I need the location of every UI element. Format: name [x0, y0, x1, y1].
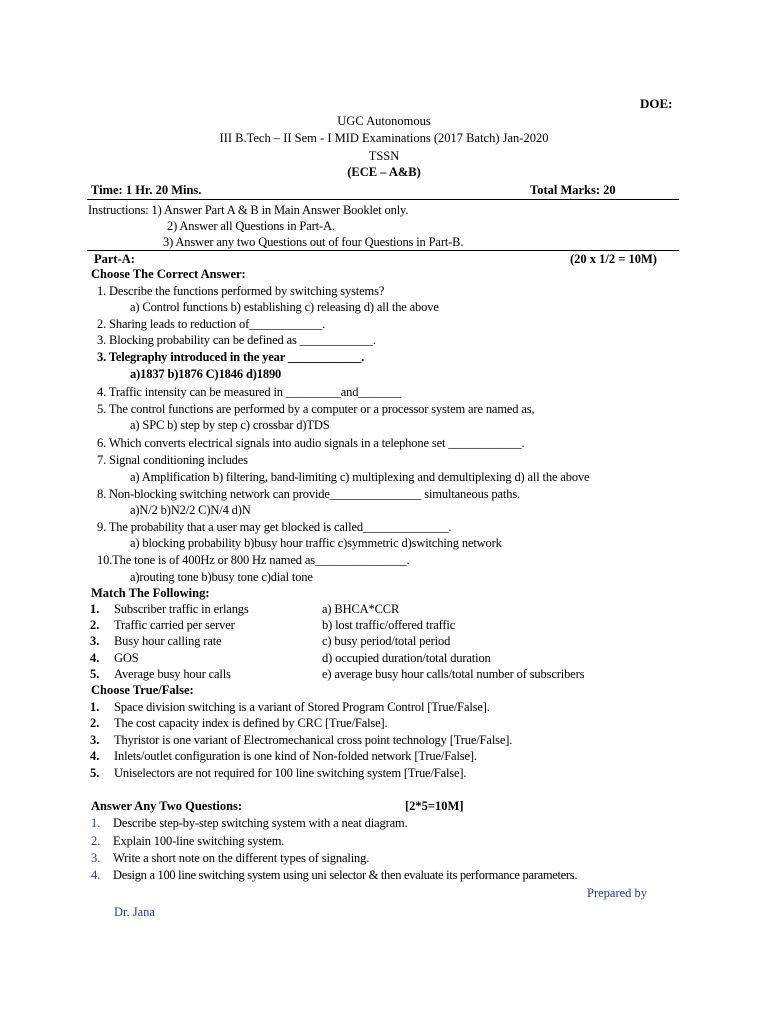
match-heading: Match The Following: — [91, 586, 210, 600]
question-line: a)routing tone b)busy tone c)dial tone — [130, 570, 313, 584]
tf-num: 3. — [90, 733, 100, 747]
author-name: Dr. Jana — [114, 905, 155, 919]
tf-num: 2. — [90, 716, 100, 730]
question-line: 10.The tone is of 400Hz or 800 Hz named as_______________. — [97, 553, 410, 567]
question-line: a) Control functions b) establishing c) releasing d) all the above — [130, 300, 439, 314]
time-label: Time: 1 Hr. 20 Mins. — [91, 183, 202, 197]
part-b-heading: Answer Any Two Questions: — [91, 799, 243, 813]
match-right: b) lost traffic/offered traffic — [322, 618, 456, 632]
question-line: 5. The control functions are performed by a computer or a processor system are named as, — [97, 402, 535, 416]
part-b-question: Design a 100 line switching system using uni selector & then evaluate its performance parameters. — [113, 868, 578, 882]
question-line: 3. Telegraphy introduced in the year ____________. — [97, 350, 365, 364]
header-rule — [87, 199, 679, 200]
part-b-question: Explain 100-line switching system. — [113, 834, 285, 848]
question-line: a) SPC b) step by step c) crossbar d)TDS — [130, 418, 330, 432]
part-b-marks: [2*5=10M] — [405, 799, 464, 813]
tf-num: 5. — [90, 766, 100, 780]
question-line: 3. Blocking probability can be defined as ____________. — [97, 333, 376, 347]
tf-item: Inlets/outlet configuration is one kind of Non-folded network [True/False]. — [114, 749, 477, 763]
tf-item: The cost capacity index is defined by CRC [True/False]. — [114, 716, 388, 730]
part-a-title: Part-A: — [94, 252, 135, 266]
tf-heading: Choose True/False: — [91, 683, 194, 697]
match-left: Traffic carried per server — [114, 618, 235, 632]
match-right: a) BHCA*CCR — [322, 602, 400, 616]
instruction-1: Instructions: 1) Answer Part A & B in Main Answer Booklet only. — [88, 203, 409, 217]
match-num: 3. — [90, 634, 100, 648]
match-num: 2. — [90, 618, 100, 632]
question-line: a) Amplification b) filtering, band-limiting c) multiplexing and demultiplexing d) all the above — [130, 470, 590, 484]
part-b-num: 1. — [91, 816, 101, 830]
match-num: 4. — [90, 651, 100, 665]
part-b-question: Write a short note on the different types of signaling. — [113, 851, 370, 865]
part-b-num: 4. — [91, 868, 101, 882]
question-line: 9. The probability that a user may get blocked is called______________. — [97, 520, 452, 534]
doe-label: DOE: — [640, 96, 673, 111]
question-line: a) blocking probability b)busy hour traffic c)symmetric d)switching network — [130, 536, 502, 550]
part-b-num: 2. — [91, 834, 101, 848]
branch: (ECE – A&B) — [347, 165, 421, 179]
question-line: 1. Describe the functions performed by switching systems? — [97, 284, 385, 298]
subject: TSSN — [368, 149, 400, 163]
tf-item: Thyristor is one variant of Electromechanical cross point technology [True/False]. — [114, 733, 513, 747]
total-marks: Total Marks: 20 — [530, 183, 616, 197]
question-line: 6. Which converts electrical signals into audio signals in a telephone set ____________. — [97, 436, 525, 450]
match-right: c) busy period/total period — [322, 634, 451, 648]
part-a-marks: (20 x 1/2 = 10M) — [570, 252, 657, 266]
question-line: 8. Non-blocking switching network can provide_______________ simultaneous paths. — [97, 487, 521, 501]
match-left: Average busy hour calls — [114, 667, 231, 681]
tf-item: Space division switching is a variant of Stored Program Control [True/False]. — [114, 700, 490, 714]
match-right: e) average busy hour calls/total number of subscribers — [322, 667, 585, 681]
match-left: GOS — [114, 651, 139, 665]
question-line: 7. Signal conditioning includes — [97, 453, 248, 467]
question-line: 2. Sharing leads to reduction of____________. — [97, 317, 326, 331]
part-b-question: Describe step-by-step switching system with a neat diagram. — [113, 816, 408, 830]
question-line: a)N/2 b)N2/2 C)N/4 d)N — [130, 503, 251, 517]
mcq-heading: Choose The Correct Answer: — [91, 267, 246, 281]
tf-num: 1. — [90, 700, 100, 714]
part-b-num: 3. — [91, 851, 101, 865]
match-left: Busy hour calling rate — [114, 634, 222, 648]
instruction-3: 3) Answer any two Questions out of four Questions in Part-B. — [163, 235, 464, 249]
match-left: Subscriber traffic in erlangs — [114, 602, 249, 616]
match-right: d) occupied duration/total duration — [322, 651, 491, 665]
match-num: 1. — [90, 602, 100, 616]
exam-title: III B.Tech – II Sem - I MID Examinations (2017 Batch) Jan-2020 — [219, 131, 549, 145]
institution: UGC Autonomous — [337, 114, 431, 128]
tf-item: Uniselectors are not required for 100 line switching system [True/False]. — [114, 766, 467, 780]
question-line: a)1837 b)1876 C)1846 d)1890 — [130, 367, 282, 381]
match-num: 5. — [90, 667, 100, 681]
question-line: 4. Traffic intensity can be measured in _________and_______ — [97, 385, 402, 399]
tf-num: 4. — [90, 749, 100, 763]
prepared-by: Prepared by — [587, 886, 648, 900]
instruction-2: 2) Answer all Questions in Part-A. — [167, 219, 335, 233]
